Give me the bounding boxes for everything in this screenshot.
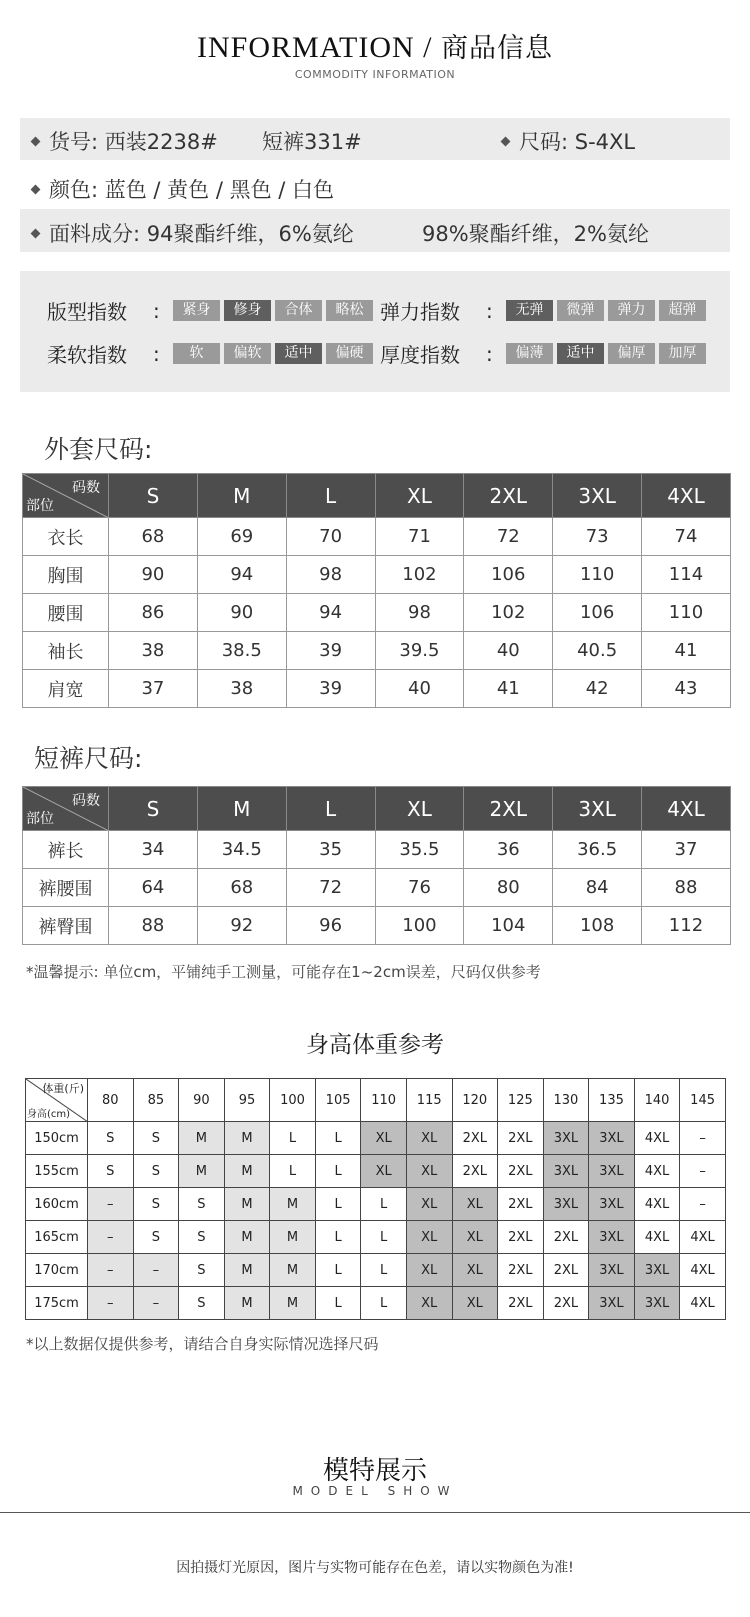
table-cell: 69 bbox=[197, 518, 286, 556]
size-cell: S bbox=[88, 1155, 134, 1188]
table-cell: 98 bbox=[286, 556, 375, 594]
table-cell: 35 bbox=[286, 831, 375, 869]
table-cell: 34.5 bbox=[197, 831, 286, 869]
height-label: 155cm bbox=[26, 1155, 88, 1188]
table-cell: 88 bbox=[109, 907, 198, 945]
size-cell: 4XL bbox=[680, 1254, 726, 1287]
table-row bbox=[23, 831, 731, 869]
size-cell: 4XL bbox=[634, 1155, 680, 1188]
table-cell: 38 bbox=[197, 670, 286, 708]
size-cell: L bbox=[270, 1155, 316, 1188]
table-row bbox=[26, 1188, 726, 1221]
diamond-bullet-icon bbox=[31, 184, 41, 194]
size-cell: 3XL bbox=[589, 1221, 635, 1254]
table-cell: 38 bbox=[109, 632, 198, 670]
size-cell: 4XL bbox=[634, 1221, 680, 1254]
height-label: 150cm bbox=[26, 1122, 88, 1155]
size-cell: 3XL bbox=[634, 1254, 680, 1287]
table-cell: 68 bbox=[109, 518, 198, 556]
size-header: 3XL bbox=[553, 787, 642, 831]
size-cell: S bbox=[179, 1188, 225, 1221]
weight-header: 95 bbox=[224, 1079, 270, 1122]
size-cell: 3XL bbox=[589, 1155, 635, 1188]
index-label: 厚度指数 bbox=[380, 343, 460, 367]
size-cell: 2XL bbox=[498, 1155, 544, 1188]
shorts-size-table bbox=[22, 786, 731, 945]
size-cell: XL bbox=[452, 1188, 498, 1221]
table-row bbox=[23, 869, 731, 907]
weight-header: 145 bbox=[680, 1079, 726, 1122]
size-cell: M bbox=[270, 1287, 316, 1320]
table-cell: 40.5 bbox=[553, 632, 642, 670]
size-cell: M bbox=[224, 1122, 270, 1155]
shorts-number: 短裤331# bbox=[262, 130, 362, 154]
table-cell: 37 bbox=[109, 670, 198, 708]
table-cell: 42 bbox=[553, 670, 642, 708]
size-header: 2XL bbox=[464, 474, 553, 518]
table-cell: 110 bbox=[642, 594, 731, 632]
index-chip: 弹力 bbox=[608, 300, 655, 321]
size-cell: XL bbox=[406, 1221, 452, 1254]
table-cell: 76 bbox=[375, 869, 464, 907]
index-thickness: 厚度指数 : 偏薄 适中 偏厚 加厚 bbox=[380, 339, 710, 368]
table-cell: 88 bbox=[642, 869, 731, 907]
index-chip: 合体 bbox=[275, 300, 322, 321]
table-cell: 90 bbox=[109, 556, 198, 594]
weight-header: 105 bbox=[315, 1079, 361, 1122]
size-cell: 2XL bbox=[543, 1221, 589, 1254]
table-row bbox=[26, 1287, 726, 1320]
table-row bbox=[26, 1254, 726, 1287]
size-cell: XL bbox=[361, 1122, 407, 1155]
index-chip: 偏薄 bbox=[506, 343, 553, 364]
size-cell: L bbox=[315, 1287, 361, 1320]
size-cell: 4XL bbox=[634, 1122, 680, 1155]
page-title-en: INFORMATION / bbox=[196, 31, 441, 64]
shorts-size-title: 短裤尺码: bbox=[34, 744, 143, 773]
table-cell: 40 bbox=[464, 632, 553, 670]
size-cell: 2XL bbox=[498, 1122, 544, 1155]
fabric-jacket: 面料成分: 94聚酯纤维，6%氨纶 bbox=[26, 218, 354, 248]
table-cell: 114 bbox=[642, 556, 731, 594]
size-cell: 3XL bbox=[634, 1287, 680, 1320]
weight-header: 90 bbox=[179, 1079, 225, 1122]
height-label: 160cm bbox=[26, 1188, 88, 1221]
weight-header: 110 bbox=[361, 1079, 407, 1122]
table-cell: 86 bbox=[109, 594, 198, 632]
color-options: 颜色: 蓝色 / 黄色 / 黑色 / 白色 bbox=[26, 174, 334, 204]
size-cell: XL bbox=[406, 1122, 452, 1155]
size-cell: 3XL bbox=[543, 1188, 589, 1221]
table-header-row bbox=[23, 787, 731, 831]
divider bbox=[0, 1512, 750, 1513]
row-label: 衣长 bbox=[23, 518, 109, 556]
size-cell: – bbox=[680, 1155, 726, 1188]
row-label: 肩宽 bbox=[23, 670, 109, 708]
reference-note: *以上数据仅提供参考，请结合自身实际情况选择尺码 bbox=[26, 1335, 379, 1353]
diamond-bullet-icon bbox=[31, 136, 41, 146]
index-chip: 偏软 bbox=[224, 343, 271, 364]
size-cell: S bbox=[179, 1287, 225, 1320]
size-header: L bbox=[286, 474, 375, 518]
size-cell: S bbox=[133, 1221, 179, 1254]
table-cell: 64 bbox=[109, 869, 198, 907]
size-cell: 4XL bbox=[680, 1287, 726, 1320]
row-label: 裤臀围 bbox=[23, 907, 109, 945]
table-header-row bbox=[23, 474, 731, 518]
size-cell: M bbox=[179, 1155, 225, 1188]
row-label: 袖长 bbox=[23, 632, 109, 670]
size-cell: 2XL bbox=[452, 1155, 498, 1188]
weight-header: 85 bbox=[133, 1079, 179, 1122]
table-cell: 43 bbox=[642, 670, 731, 708]
index-label: 柔软指数 bbox=[47, 343, 127, 367]
height-label: 165cm bbox=[26, 1221, 88, 1254]
index-chip: 软 bbox=[173, 343, 220, 364]
weight-header: 80 bbox=[88, 1079, 134, 1122]
diamond-bullet-icon bbox=[501, 136, 511, 146]
table-row bbox=[26, 1155, 726, 1188]
size-cell: S bbox=[133, 1122, 179, 1155]
size-cell: – bbox=[88, 1254, 134, 1287]
size-cell: XL bbox=[452, 1254, 498, 1287]
size-header: L bbox=[286, 787, 375, 831]
table-row bbox=[26, 1122, 726, 1155]
size-header: S bbox=[109, 787, 198, 831]
table-cell: 39 bbox=[286, 670, 375, 708]
size-cell: S bbox=[179, 1221, 225, 1254]
size-cell: 4XL bbox=[634, 1188, 680, 1221]
index-chip-selected: 无弹 bbox=[506, 300, 553, 321]
size-cell: 3XL bbox=[589, 1188, 635, 1221]
size-cell: 3XL bbox=[589, 1287, 635, 1320]
index-chip-selected: 适中 bbox=[557, 343, 604, 364]
table-cell: 73 bbox=[553, 518, 642, 556]
model-show-subtitle: MODEL SHOW bbox=[292, 1484, 458, 1498]
index-chip: 偏厚 bbox=[608, 343, 655, 364]
size-cell: XL bbox=[406, 1287, 452, 1320]
table-cell: 70 bbox=[286, 518, 375, 556]
size-cell: XL bbox=[452, 1287, 498, 1320]
table-cell: 40 bbox=[375, 670, 464, 708]
page-title-zh: 商品信息 bbox=[441, 33, 553, 64]
fabric-shorts: 98%聚酯纤维，2%氨纶 bbox=[422, 222, 649, 246]
height-weight-title: 身高体重参考 bbox=[306, 1032, 444, 1058]
size-cell: L bbox=[361, 1287, 407, 1320]
size-cell: – bbox=[133, 1287, 179, 1320]
table-cell: 94 bbox=[286, 594, 375, 632]
table-cell: 112 bbox=[642, 907, 731, 945]
row-label: 裤腰围 bbox=[23, 869, 109, 907]
size-cell: L bbox=[315, 1122, 361, 1155]
index-softness: 柔软指数 : 软 偏软 适中 偏硬 bbox=[47, 339, 377, 368]
size-cell: – bbox=[88, 1287, 134, 1320]
page-subtitle: COMMODITY INFORMATION bbox=[294, 68, 456, 81]
index-chip: 超弹 bbox=[659, 300, 706, 321]
size-header: 4XL bbox=[642, 787, 731, 831]
height-label: 175cm bbox=[26, 1287, 88, 1320]
table-cell: 39.5 bbox=[375, 632, 464, 670]
table-cell: 110 bbox=[553, 556, 642, 594]
table-row bbox=[23, 670, 731, 708]
weight-header: 130 bbox=[543, 1079, 589, 1122]
size-cell: 3XL bbox=[589, 1122, 635, 1155]
height-weight-table bbox=[25, 1078, 726, 1320]
size-cell: L bbox=[315, 1188, 361, 1221]
size-range: 尺码: S-4XL bbox=[496, 126, 635, 156]
table-corner: 码数 部位 bbox=[23, 787, 109, 831]
jacket-size-title: 外套尺码: bbox=[44, 435, 153, 464]
page-title bbox=[0, 26, 750, 65]
table-cell: 37 bbox=[642, 831, 731, 869]
index-chip-selected: 修身 bbox=[224, 300, 271, 321]
measure-note: *温馨提示: 单位cm，平铺纯手工测量，可能存在1~2cm误差，尺码仅供参考 bbox=[26, 963, 541, 981]
weight-header: 140 bbox=[634, 1079, 680, 1122]
size-cell: S bbox=[133, 1188, 179, 1221]
size-header: 4XL bbox=[642, 474, 731, 518]
size-cell: L bbox=[361, 1254, 407, 1287]
size-cell: 2XL bbox=[543, 1254, 589, 1287]
table-cell: 96 bbox=[286, 907, 375, 945]
size-cell: L bbox=[315, 1221, 361, 1254]
size-cell: – bbox=[133, 1254, 179, 1287]
size-cell: – bbox=[88, 1188, 134, 1221]
table-row bbox=[23, 594, 731, 632]
size-header: M bbox=[197, 474, 286, 518]
row-label: 裤长 bbox=[23, 831, 109, 869]
table-row bbox=[23, 556, 731, 594]
table-cell: 72 bbox=[286, 869, 375, 907]
size-cell: L bbox=[315, 1155, 361, 1188]
size-cell: XL bbox=[406, 1155, 452, 1188]
size-header: S bbox=[109, 474, 198, 518]
size-cell: – bbox=[680, 1122, 726, 1155]
table-cell: 108 bbox=[553, 907, 642, 945]
size-cell: M bbox=[179, 1122, 225, 1155]
size-cell: XL bbox=[406, 1254, 452, 1287]
table-cell: 100 bbox=[375, 907, 464, 945]
size-cell: 2XL bbox=[543, 1287, 589, 1320]
index-fit: 版型指数 : 紧身 修身 合体 略松 bbox=[47, 296, 377, 325]
size-header: M bbox=[197, 787, 286, 831]
table-cell: 41 bbox=[642, 632, 731, 670]
size-cell: 2XL bbox=[452, 1122, 498, 1155]
table-corner: 码数 部位 bbox=[23, 474, 109, 518]
size-header: 3XL bbox=[553, 474, 642, 518]
size-header: 2XL bbox=[464, 787, 553, 831]
size-cell: L bbox=[361, 1188, 407, 1221]
size-cell: M bbox=[224, 1254, 270, 1287]
table-cell: 68 bbox=[197, 869, 286, 907]
table-cell: 84 bbox=[553, 869, 642, 907]
weight-header: 135 bbox=[589, 1079, 635, 1122]
table-cell: 72 bbox=[464, 518, 553, 556]
item-number: 货号: 西装2238# bbox=[26, 126, 218, 156]
table-cell: 90 bbox=[197, 594, 286, 632]
height-label: 170cm bbox=[26, 1254, 88, 1287]
fit-index-panel bbox=[20, 271, 730, 392]
table-cell: 106 bbox=[553, 594, 642, 632]
size-cell: XL bbox=[361, 1155, 407, 1188]
size-cell: 3XL bbox=[543, 1122, 589, 1155]
size-cell: L bbox=[361, 1221, 407, 1254]
jacket-size-table bbox=[22, 473, 731, 708]
size-cell: M bbox=[270, 1188, 316, 1221]
size-cell: 2XL bbox=[498, 1221, 544, 1254]
weight-header: 120 bbox=[452, 1079, 498, 1122]
size-cell: XL bbox=[406, 1188, 452, 1221]
table-header-row bbox=[26, 1079, 726, 1122]
size-cell: M bbox=[270, 1221, 316, 1254]
size-cell: S bbox=[88, 1122, 134, 1155]
size-cell: 3XL bbox=[543, 1155, 589, 1188]
table-cell: 104 bbox=[464, 907, 553, 945]
size-header: XL bbox=[375, 787, 464, 831]
table-cell: 34 bbox=[109, 831, 198, 869]
color-disclaimer: 因拍摄灯光原因，图片与实物可能存在色差，请以实物颜色为准! bbox=[176, 1560, 574, 1576]
size-cell: 4XL bbox=[680, 1221, 726, 1254]
size-cell: – bbox=[680, 1188, 726, 1221]
index-chip: 微弹 bbox=[557, 300, 604, 321]
row-label: 腰围 bbox=[23, 594, 109, 632]
size-cell: 2XL bbox=[498, 1188, 544, 1221]
size-cell: S bbox=[179, 1254, 225, 1287]
table-row bbox=[23, 518, 731, 556]
table-cell: 38.5 bbox=[197, 632, 286, 670]
table-cell: 71 bbox=[375, 518, 464, 556]
size-cell: M bbox=[270, 1254, 316, 1287]
size-header: XL bbox=[375, 474, 464, 518]
table-cell: 35.5 bbox=[375, 831, 464, 869]
size-cell: 3XL bbox=[589, 1254, 635, 1287]
weight-header: 100 bbox=[270, 1079, 316, 1122]
index-chip: 加厚 bbox=[659, 343, 706, 364]
table-row bbox=[23, 632, 731, 670]
index-label: 弹力指数 bbox=[380, 300, 460, 324]
diamond-bullet-icon bbox=[31, 228, 41, 238]
size-cell: M bbox=[224, 1221, 270, 1254]
model-show-title: 模特展示 bbox=[322, 1456, 427, 1486]
index-chip: 偏硬 bbox=[326, 343, 373, 364]
index-label: 版型指数 bbox=[47, 300, 127, 324]
weight-header: 115 bbox=[406, 1079, 452, 1122]
table-cell: 36 bbox=[464, 831, 553, 869]
size-cell: M bbox=[224, 1155, 270, 1188]
size-cell: 2XL bbox=[498, 1254, 544, 1287]
table-cell: 102 bbox=[464, 594, 553, 632]
size-cell: L bbox=[315, 1254, 361, 1287]
index-chip: 紧身 bbox=[173, 300, 220, 321]
index-elasticity: 弹力指数 : 无弹 微弹 弹力 超弹 bbox=[380, 296, 710, 325]
size-cell: 2XL bbox=[498, 1287, 544, 1320]
table-cell: 80 bbox=[464, 869, 553, 907]
weight-header: 125 bbox=[498, 1079, 544, 1122]
table-cell: 36.5 bbox=[553, 831, 642, 869]
table-row bbox=[26, 1221, 726, 1254]
size-cell: M bbox=[224, 1287, 270, 1320]
table-corner: 体重(斤) 身高(cm) bbox=[26, 1079, 88, 1122]
index-chip: 略松 bbox=[326, 300, 373, 321]
size-cell: – bbox=[88, 1221, 134, 1254]
table-cell: 39 bbox=[286, 632, 375, 670]
size-cell: L bbox=[270, 1122, 316, 1155]
size-cell: S bbox=[133, 1155, 179, 1188]
table-cell: 98 bbox=[375, 594, 464, 632]
table-row bbox=[23, 907, 731, 945]
size-cell: XL bbox=[452, 1221, 498, 1254]
table-cell: 92 bbox=[197, 907, 286, 945]
table-cell: 102 bbox=[375, 556, 464, 594]
size-cell: M bbox=[224, 1188, 270, 1221]
table-cell: 94 bbox=[197, 556, 286, 594]
table-cell: 74 bbox=[642, 518, 731, 556]
table-cell: 106 bbox=[464, 556, 553, 594]
table-cell: 41 bbox=[464, 670, 553, 708]
row-label: 胸围 bbox=[23, 556, 109, 594]
index-chip-selected: 适中 bbox=[275, 343, 322, 364]
